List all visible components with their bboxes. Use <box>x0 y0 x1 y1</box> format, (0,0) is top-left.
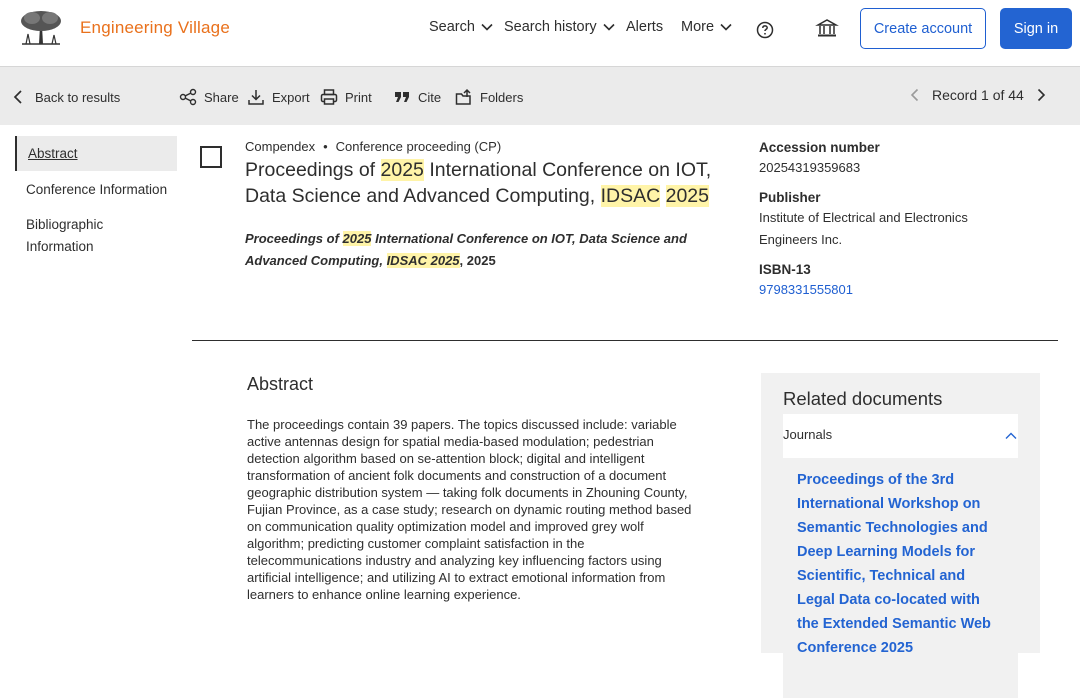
chevron-up-icon[interactable] <box>1004 429 1018 443</box>
share-button[interactable] <box>179 88 239 106</box>
nav-search-history-label: Search history <box>504 19 597 35</box>
abstract-line: detection algorithm based on se-attention block; digital and intelligent <box>247 451 645 466</box>
abstract-line: on communication quality optimization model and improved grey wolf <box>247 519 644 534</box>
quote-icon <box>393 88 411 106</box>
section-nav <box>15 136 177 258</box>
back-label: Back to results <box>35 89 121 105</box>
record-pager <box>908 87 1048 103</box>
section-nav-bibliographic-information[interactable] <box>15 214 177 258</box>
source-text: International Conference on IOT, Data Science and Advanced Computing, <box>245 231 687 268</box>
print-label: Print <box>345 89 372 105</box>
accession-number-value: 20254319359683 <box>759 160 861 175</box>
record-meta <box>245 139 501 154</box>
export-button[interactable] <box>247 88 310 106</box>
abstract-line: learners to enhance online learning experience. <box>247 587 521 602</box>
back-to-results-link[interactable] <box>10 88 120 106</box>
title-text: Proceedings of <box>245 159 381 181</box>
title-text: International Conference on IOT, Data Science and Advanced Computing, <box>245 159 712 207</box>
abstract-line: transformation of ancient folk documents and construction of a document <box>247 468 667 483</box>
chevron-down-icon <box>719 20 733 34</box>
printer-icon <box>320 88 338 106</box>
export-label: Export <box>272 89 310 105</box>
link-line: Conference 2025 <box>797 640 914 656</box>
related-documents-panel <box>761 373 1040 656</box>
publisher-line: Engineers Inc. <box>759 232 843 247</box>
help-icon[interactable] <box>756 21 774 39</box>
cite-label: Cite <box>418 89 442 105</box>
create-account-button[interactable]: Create account <box>860 8 986 49</box>
related-journal-item <box>783 458 1018 698</box>
brand-name[interactable]: Engineering Village <box>80 18 230 37</box>
journals-toggle[interactable]: Journals <box>783 427 833 442</box>
folder-add-icon <box>455 88 473 106</box>
database-name: Compendex <box>245 139 316 154</box>
record-title <box>245 157 745 209</box>
section-divider <box>192 340 1058 341</box>
link-line: Deep Learning Models for <box>797 544 976 560</box>
section-nav-conference-information[interactable]: Conference Information <box>26 182 168 197</box>
share-label: Share <box>204 89 239 105</box>
top-header <box>0 0 1080 66</box>
nav-search-label: Search <box>429 19 475 35</box>
abstract-line: active antennas design for spatial media-based modulation; pedestrian <box>247 434 654 449</box>
previous-record-icon[interactable] <box>908 88 922 102</box>
link-line: Legal Data co-located with <box>797 592 980 608</box>
title-highlight: IDSAC <box>600 185 661 207</box>
institution-icon[interactable] <box>816 17 838 39</box>
nav-search[interactable] <box>429 19 494 35</box>
source-title <box>245 228 715 272</box>
accession-number-label: Accession number <box>759 140 880 155</box>
abstract-line: telecommunications industry and analyzing key influencing factors using <box>247 553 662 568</box>
folders-button[interactable] <box>455 88 523 106</box>
nav-more-label: More <box>681 19 715 35</box>
related-journals-accordion <box>783 414 1018 674</box>
source-highlight: IDSAC 2025 <box>386 253 460 268</box>
print-button[interactable] <box>320 88 372 106</box>
next-record-icon[interactable] <box>1034 88 1048 102</box>
sign-in-button[interactable]: Sign in <box>1000 8 1072 49</box>
elsevier-tree-logo[interactable] <box>16 8 66 50</box>
folders-label: Folders <box>480 89 524 105</box>
nav-more[interactable] <box>681 19 733 35</box>
nav-search-history[interactable] <box>504 19 616 35</box>
select-record-checkbox[interactable] <box>200 146 222 168</box>
nav-alerts-label: Alerts <box>626 19 664 35</box>
title-space <box>660 185 665 207</box>
link-line: Scientific, Technical and <box>797 568 966 584</box>
abstract-line: Fujian Province, as a case study; research on dynamic routing method based <box>247 502 692 517</box>
chevron-down-icon <box>602 20 616 34</box>
related-documents-heading: Related documents <box>783 388 943 409</box>
link-line: International Workshop on <box>797 496 981 512</box>
abstract-line: geographic distribution system — taking folk documents in Zhouning County, <box>247 485 688 500</box>
abstract-heading: Abstract <box>247 374 314 394</box>
source-text: Proceedings of <box>245 231 343 246</box>
link-line: Proceedings of the 3rd <box>797 472 955 488</box>
abstract-line: algorithm; predicting customer complaint satisfaction in the <box>247 536 585 551</box>
publisher-value <box>759 207 1059 251</box>
share-icon <box>179 88 197 106</box>
related-journal-link[interactable] <box>797 468 1007 660</box>
bibliographic-label-line2: Information <box>26 239 94 254</box>
abstract-line: artificial intelligence; and utilizing AI to extract emotional information from <box>247 570 666 585</box>
chevron-left-icon <box>10 88 28 106</box>
title-highlight: 2025 <box>380 159 424 181</box>
record-details <box>759 139 1059 301</box>
bibliographic-label-line1: Bibliographic <box>26 217 104 232</box>
separator-dot: • <box>323 139 328 154</box>
link-line: Semantic Technologies and <box>797 520 988 536</box>
abstract-text <box>247 416 733 603</box>
link-line: the Extended Semantic Web <box>797 616 991 632</box>
cite-button[interactable] <box>393 88 441 106</box>
download-icon <box>247 88 265 106</box>
isbn-label: ISBN-13 <box>759 262 811 277</box>
document-type: Conference proceeding (CP) <box>335 139 502 154</box>
chevron-down-icon <box>480 20 494 34</box>
title-highlight: 2025 <box>665 185 709 207</box>
section-nav-abstract[interactable]: Abstract <box>15 136 177 171</box>
publisher-line: Institute of Electrical and Electronics <box>759 210 968 225</box>
nav-alerts[interactable] <box>626 19 663 35</box>
record-position: Record 1 of 44 <box>932 87 1024 103</box>
record-toolbar <box>0 66 1080 125</box>
source-highlight: 2025 <box>342 231 372 246</box>
abstract-line: The proceedings contain 39 papers. The topics discussed include: variable <box>247 417 677 432</box>
source-year: , 2025 <box>459 253 496 268</box>
isbn-link[interactable]: 9798331555801 <box>759 282 853 297</box>
publisher-label: Publisher <box>759 190 821 205</box>
